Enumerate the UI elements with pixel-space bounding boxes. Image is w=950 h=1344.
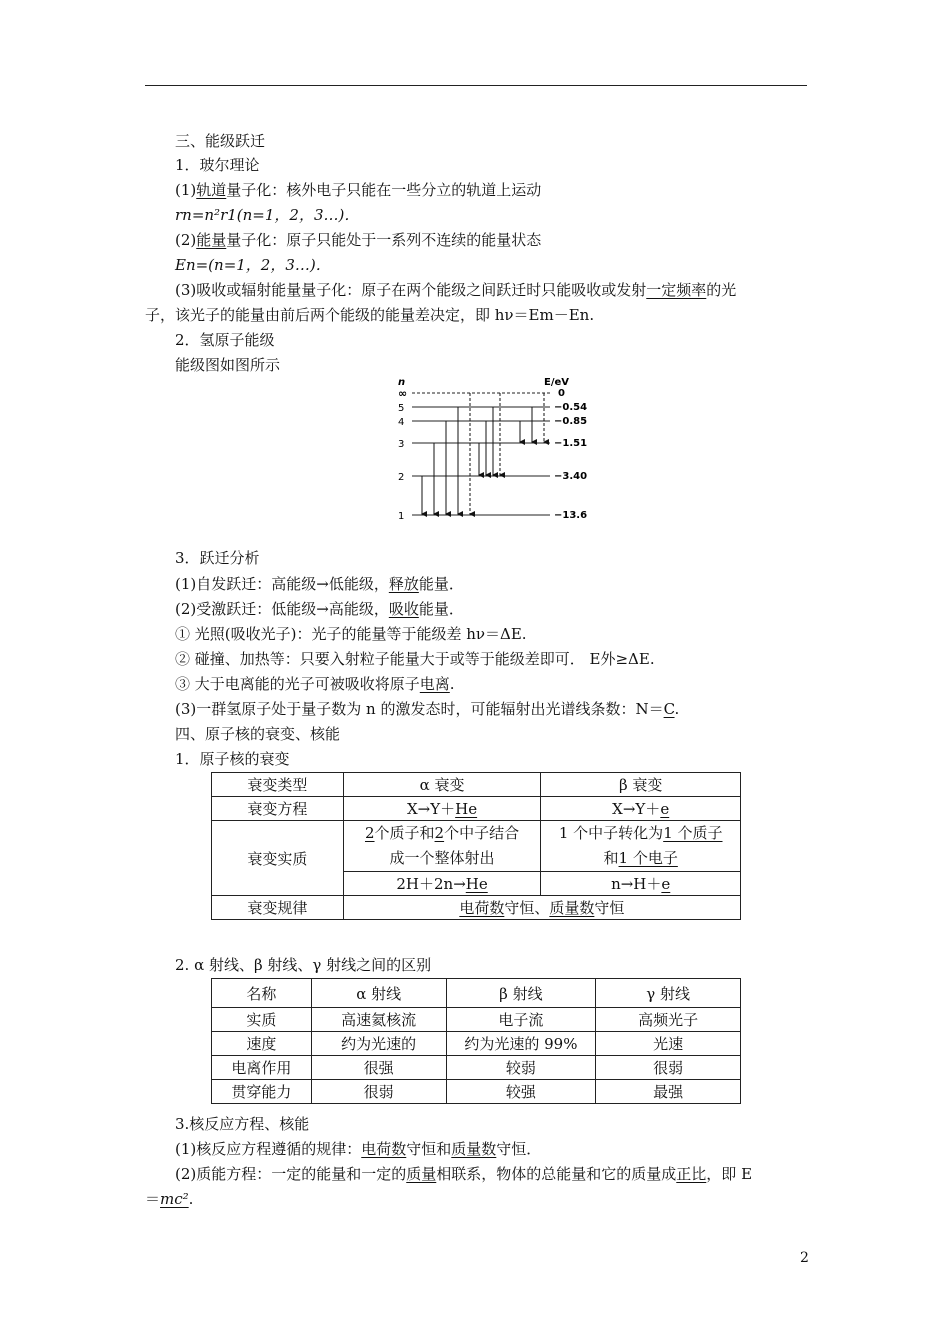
table-cell: 贯穿能力 — [212, 1080, 312, 1104]
paragraph-orbit-quantization: (1)轨道量子化：核外电子只能在一些分立的轨道上运动 — [175, 181, 542, 199]
table-cell: 衰变规律 — [212, 896, 344, 920]
table-row — [212, 1080, 741, 1104]
level-E-inf: 0 — [558, 388, 565, 399]
section-heading-nuclear-decay: 四、原子核的衰变、核能 — [175, 725, 341, 743]
paragraph-mass-energy: (2)质能方程：一定的能量和一定的质量相联系，物体的总能量和它的质量成正比，即 E — [175, 1165, 753, 1183]
level-n-inf: ∞ — [398, 387, 408, 400]
item-ionization: ③ 大于电离能的光子可被吸收将原子电离. — [175, 675, 455, 693]
level-E-2: −3.40 — [554, 471, 588, 482]
table-row — [212, 773, 741, 797]
table-header-cell: α 射线 — [311, 979, 446, 1008]
table-cell: 衰变方程 — [212, 797, 344, 821]
level-n-2: 2 — [398, 472, 405, 483]
table-cell: 1 个中子转化为1 个质子 和1 个电子 — [541, 821, 741, 872]
subheading-bohr-theory: 1．玻尔理论 — [175, 156, 260, 174]
table-cell: 较弱 — [446, 1056, 596, 1080]
formula-orbit-radius: rn=n²r1(n=1，2，3…)． — [175, 206, 360, 224]
item-collision: ② 碰撞、加热等：只要入射粒子能量大于或等于能级差即可． E外≥ΔE. — [175, 650, 655, 668]
paragraph-spectral-lines: (3)一群氢原子处于量子数为 n 的激发态时，可能辐射出光谱线条数：N＝C. — [175, 700, 680, 718]
diagram-caption: 能级图如图所示 — [175, 356, 281, 374]
formula-energy-levels: En=(n=1，2，3…)． — [175, 256, 331, 274]
table-header-cell: β 射线 — [446, 979, 596, 1008]
table-row — [212, 1008, 741, 1032]
decay-table — [211, 772, 741, 920]
table-row — [212, 896, 741, 920]
table-cell: α 衰变 — [343, 773, 541, 797]
table-cell: 衰变类型 — [212, 773, 344, 797]
subheading-nuclear-decay: 1．原子核的衰变 — [175, 750, 290, 768]
level-n-1: 1 — [398, 511, 405, 522]
subheading-transition-analysis: 3．跃迁分析 — [175, 549, 260, 567]
level-n-3: 3 — [398, 439, 405, 450]
table-cell: 光速 — [596, 1032, 741, 1056]
table-cell: 约为光速的 99% — [446, 1032, 596, 1056]
table-cell: 2个质子和2个中子结合 成一个整体射出 — [343, 821, 541, 872]
table-cell: 速度 — [212, 1032, 312, 1056]
table-row — [212, 821, 741, 872]
table-header-cell: γ 射线 — [596, 979, 741, 1008]
table-row — [212, 1032, 741, 1056]
table-cell: 约为光速的 — [311, 1032, 446, 1056]
level-E-1: −13.6 — [554, 510, 588, 521]
table-header-cell: 名称 — [212, 979, 312, 1008]
table-cell: n→H＋e — [541, 872, 741, 896]
level-n-4: 4 — [398, 417, 405, 428]
table-cell: 很弱 — [311, 1080, 446, 1104]
table-cell: 最强 — [596, 1080, 741, 1104]
level-n-5: 5 — [398, 403, 405, 414]
axis-energy-label: E/eV — [544, 377, 570, 388]
paragraph-reaction-rules: (1)核反应方程遵循的规律：电荷数守恒和质量数守恒． — [175, 1140, 542, 1158]
energy-level-diagram — [390, 374, 600, 524]
paragraph-stimulated-transition: (2)受激跃迁：低能级→高能级，吸收能量． — [175, 600, 464, 618]
table-cell: 电子流 — [446, 1008, 596, 1032]
subheading-nuclear-reaction: 3.核反应方程、核能 — [175, 1115, 310, 1133]
table-row — [212, 1056, 741, 1080]
paragraph-energy-quantization: (2)能量量子化：原子只能处于一系列不连续的能量状态 — [175, 231, 542, 249]
level-E-3: −1.51 — [554, 438, 588, 449]
table-cell: 高速氦核流 — [311, 1008, 446, 1032]
table-cell: 衰变实质 — [212, 821, 344, 896]
paragraph-emission-quantization-cont: 子，该光子的能量由前后两个能级的能量差决定，即 hν＝Em－En. — [145, 306, 595, 324]
table-cell: 电荷数守恒、质量数守恒 — [343, 896, 740, 920]
table-row — [212, 797, 741, 821]
table-cell: 高频光子 — [596, 1008, 741, 1032]
table-cell: 较强 — [446, 1080, 596, 1104]
paragraph-emission-quantization: (3)吸收或辐射能量量子化：原子在两个能级之间跃迁时只能吸收或发射一定频率的光 — [175, 281, 737, 299]
section-heading-energy-transition: 三、能级跃迁 — [175, 132, 266, 150]
header-rule — [145, 85, 807, 86]
table-cell: 很弱 — [596, 1056, 741, 1080]
ray-comparison-table — [211, 978, 741, 1104]
table-cell: X→Y＋e — [541, 797, 741, 821]
table-cell: β 衰变 — [541, 773, 741, 797]
axis-n-label: n — [398, 377, 406, 388]
table-cell: 实质 — [212, 1008, 312, 1032]
paragraph-spontaneous-transition: (1)自发跃迁：高能级→低能级，释放能量． — [175, 575, 464, 593]
page-number: 2 — [800, 1250, 809, 1266]
table-cell: 2H＋2n→He — [343, 872, 541, 896]
paragraph-mass-energy-cont: ＝mc². — [145, 1190, 194, 1208]
table-cell: X→Y＋He — [343, 797, 541, 821]
item-illumination: ① 光照(吸收光子)：光子的能量等于能级差 hν＝ΔE. — [175, 625, 527, 643]
subheading-hydrogen-levels: 2．氢原子能级 — [175, 331, 275, 349]
table-row — [212, 979, 741, 1008]
table-cell: 很强 — [311, 1056, 446, 1080]
table-cell: 电离作用 — [212, 1056, 312, 1080]
level-E-5: −0.54 — [554, 402, 588, 413]
subheading-ray-comparison: 2. α 射线、β 射线、γ 射线之间的区别 — [175, 956, 432, 974]
level-E-4: −0.85 — [554, 416, 588, 427]
